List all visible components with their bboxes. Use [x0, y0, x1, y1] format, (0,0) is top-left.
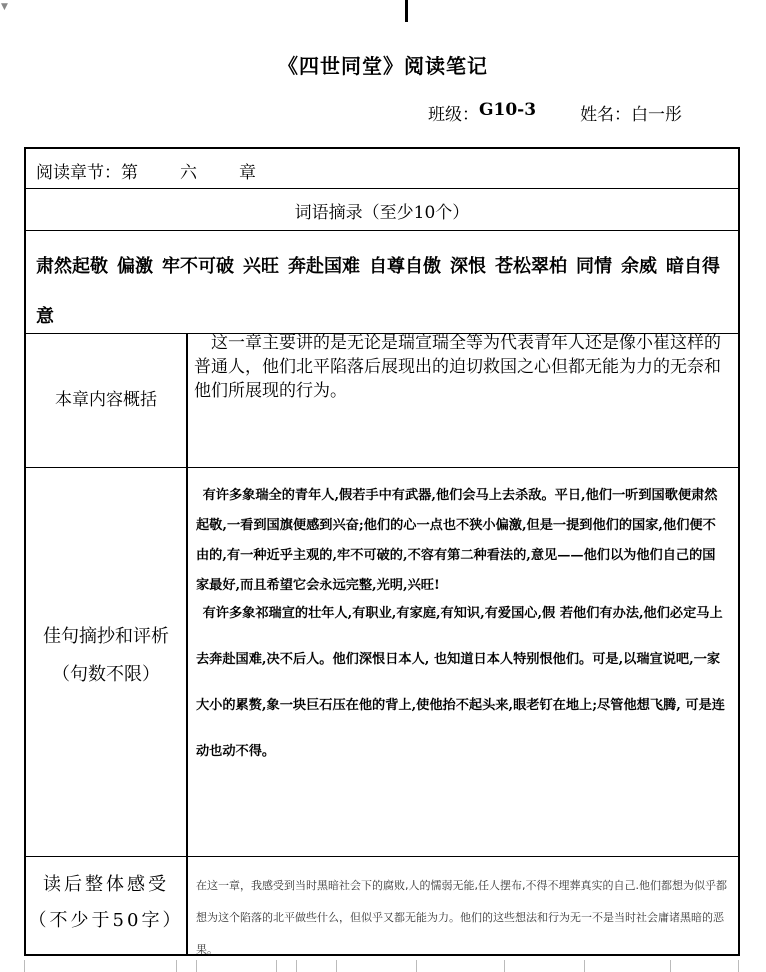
student-info [428, 100, 682, 125]
word-item: 肃然起敬 [36, 256, 108, 277]
quote-paragraph-1: 有许多象瑞全的青年人,假若手中有武器,他们会马上去杀敌。平日,他们一听到国歌便肃然起敬,一看到国旗便感到兴奋;他们的心一点也不狭小偏激,但是一提到他们的国家,他们便不由的,有一种近乎主观的,牢不可破的,不容有第二种看法的,意见——他们以为他们自己的国家最好,而且希望它会永远完整,光明,兴旺! [196, 488, 718, 593]
chapter-label: 阅读章节：第 [36, 163, 138, 183]
quotes-label-title: 佳句摘抄和评析 [43, 626, 169, 647]
corner-marker-icon: ▼ [1, 2, 8, 12]
chapter-number: 六 [180, 163, 197, 183]
chapter-suffix: 章 [239, 163, 256, 183]
words-heading-row [26, 189, 738, 231]
class-label: 班级： [428, 105, 479, 125]
name-value: 白一彤 [631, 105, 683, 125]
words-row [26, 231, 738, 334]
column-divider [186, 468, 188, 857]
word-item: 偏激 [117, 256, 153, 277]
word-item: 兴旺 [243, 256, 279, 277]
notes-table [24, 147, 740, 956]
word-item: 苍松翠柏 [495, 256, 567, 277]
quotes-row [26, 468, 738, 857]
word-item: 暗自得意 [36, 256, 720, 327]
words-heading: 词语摘录（至少10个） [294, 203, 470, 223]
column-divider [186, 857, 188, 954]
word-item: 自尊自傲 [369, 256, 441, 277]
word-item: 深恨 [450, 256, 486, 277]
column-divider [186, 334, 188, 468]
feeling-text[interactable]: 在这一章，我感受到当时黑暗社会下的腐败,人的懦弱无能,任人摆布,不得不埋葬真实的自己.他们都想为似乎都想为这个陷落的北平做些什么，但似乎又都无能为力。他们的这些想法和行为无一不是当时社会庸诸黑暗的恶果。 [196, 879, 727, 956]
feeling-row [26, 857, 738, 954]
feeling-label [26, 867, 186, 939]
quotes-text[interactable] [196, 481, 726, 775]
summary-label: 本章内容概括 [55, 390, 157, 410]
quote-paragraph-2: 有许多象祁瑞宣的壮年人,有职业,有家庭,有知识,有爱国心,假 若他们有办法,他们必定马上去奔赴国难,决不后人。他们深恨日本人, 也知道日本人特别恨他们。可是,以瑞宣说吧,一家大小的累赘,象一块巨石压在他的背上,使他抬不起头来,眼老钉在地上;尽管他想飞腾, 可是连动也动不得。 [196, 606, 725, 759]
word-item: 牢不可破 [162, 256, 234, 277]
feeling-label-note: （不少于50字） [28, 910, 184, 931]
ruler-marks [24, 960, 740, 972]
chapter-field[interactable] [36, 158, 256, 183]
feeling-label-title: 读后整体感受 [43, 874, 169, 895]
word-item: 同情 [576, 256, 612, 277]
text-cursor [405, 0, 408, 22]
word-item: 余威 [621, 256, 657, 277]
quotes-label-note: （句数不限） [52, 664, 160, 685]
summary-row [26, 334, 738, 468]
page-title: 《四世同堂》阅读笔记 [278, 54, 488, 78]
summary-text[interactable]: 这一章主要讲的是无论是瑞宣瑞全等为代表青年人还是像小崔这样的普通人，他们北平陷落后展现出的迫切救国之心但都无能为力的无奈和他们所展现的行为。 [194, 333, 721, 401]
word-item: 奔赴国难 [288, 256, 360, 277]
chapter-row [26, 149, 738, 189]
class-value: G10-3 [479, 100, 537, 120]
words-list[interactable] [36, 242, 728, 342]
name-label: 姓名： [580, 105, 632, 125]
quotes-label [26, 618, 186, 694]
